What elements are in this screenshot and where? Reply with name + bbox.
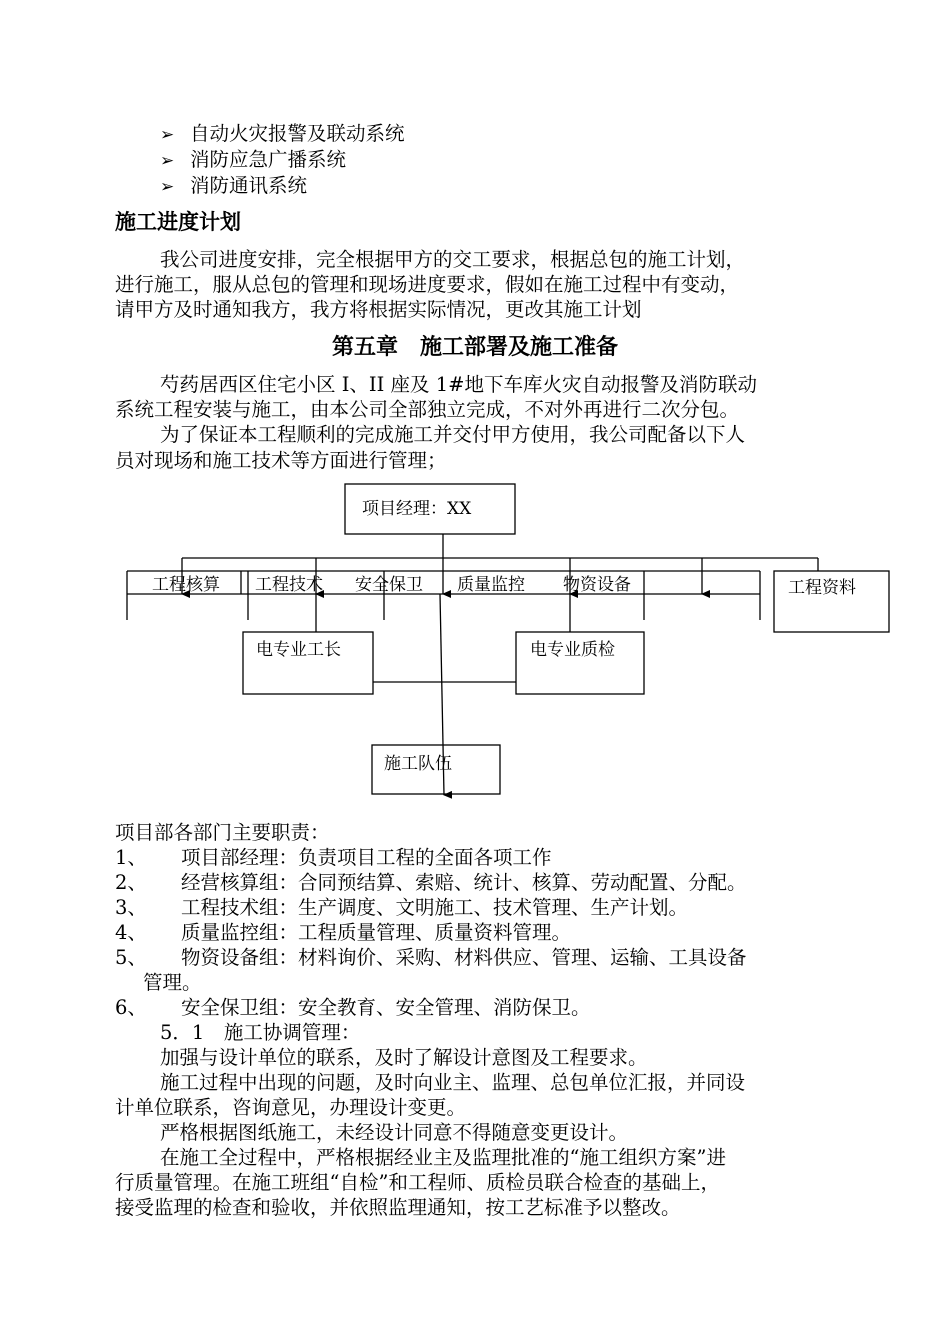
manager-label: 项目经理：XX bbox=[362, 499, 472, 519]
dept-label: 物资设备 bbox=[563, 575, 631, 595]
paragraph-line: 行质量管理。在施工班组“自检”和工程师、质检员联合检查的基础上， bbox=[115, 1171, 720, 1194]
list-item: 6、 安全保卫组：安全教育、安全管理、消防保卫。 bbox=[115, 996, 591, 1019]
paragraph-line: 严格根据图纸施工，未经设计同意不得随意变更设计。 bbox=[160, 1121, 629, 1144]
paragraph-line: 员对现场和施工技术等方面进行管理； bbox=[115, 449, 447, 472]
subsection-title: 5．1 施工协调管理： bbox=[160, 1021, 361, 1044]
foreman-label: 电专业工长 bbox=[256, 640, 341, 660]
section-title: 施工进度计划 bbox=[115, 210, 241, 234]
paragraph-line: 进行施工，服从总包的管理和现场进度要求，假如在施工过程中有变动， bbox=[115, 273, 740, 296]
list-item: 2、 经营核算组：合同预结算、索赔、统计、核算、劳动配置、分配。 bbox=[115, 871, 747, 894]
paragraph-line: 计单位联系，咨询意见，办理设计变更。 bbox=[115, 1096, 467, 1119]
paragraph-line: 在施工全过程中，严格根据经业主及监理批准的“施工组织方案”进 bbox=[160, 1146, 726, 1169]
paragraph-line: 加强与设计单位的联系，及时了解设计意图及工程要求。 bbox=[160, 1046, 648, 1069]
bullet-item: ➢ 消防应急广播系统 bbox=[160, 147, 346, 174]
list-item: 4、 质量监控组：工程质量管理、质量资料管理。 bbox=[115, 921, 572, 944]
paragraph-line: 芍药居西区住宅小区 I、II 座及 1#地下车库火灾自动报警及消防联动 bbox=[160, 373, 757, 396]
dept-label: 工程核算 bbox=[152, 575, 220, 595]
dept-label: 工程技术 bbox=[255, 575, 323, 595]
dept-label: 质量监控 bbox=[457, 575, 525, 595]
list-item-continuation: 管理。 bbox=[143, 971, 202, 994]
chapter-title: 第五章 施工部署及施工准备 bbox=[331, 335, 618, 360]
duties-title: 项目部各部门主要职责： bbox=[115, 821, 330, 844]
paragraph-line: 接受监理的检查和验收，并依照监理通知，按工艺标准予以整改。 bbox=[115, 1196, 681, 1219]
paragraph-line: 系统工程安装与施工，由本公司全部独立完成，不对外再进行二次分包。 bbox=[115, 398, 740, 421]
team-label: 施工队伍 bbox=[384, 754, 452, 774]
paragraph-line: 施工过程中出现的问题，及时向业主、监理、总包单位汇报，并同设 bbox=[160, 1071, 746, 1094]
dept-label: 工程资料 bbox=[788, 578, 856, 598]
bullet-item: ➢ 自动火灾报警及联动系统 bbox=[160, 121, 405, 148]
paragraph-line: 为了保证本工程顺利的完成施工并交付甲方使用，我公司配备以下人 bbox=[160, 423, 746, 446]
bullet-item: ➢ 消防通讯系统 bbox=[160, 173, 307, 200]
dept-label: 安全保卫 bbox=[355, 575, 423, 595]
arrow-bullet-icon: ➢ bbox=[160, 125, 175, 145]
org-chart bbox=[0, 470, 950, 810]
arrow-bullet-icon: ➢ bbox=[160, 177, 175, 197]
list-item: 5、 物资设备组：材料询价、采购、材料供应、管理、运输、工具设备 bbox=[115, 946, 747, 969]
paragraph-line: 请甲方及时通知我方，我方将根据实际情况，更改其施工计划 bbox=[115, 298, 642, 321]
arrow-bullet-icon: ➢ bbox=[160, 151, 175, 171]
paragraph-line: 我公司进度安排，完全根据甲方的交工要求，根据总包的施工计划， bbox=[160, 248, 746, 271]
list-item: 1、 项目部经理：负责项目工程的全面各项工作 bbox=[115, 846, 552, 869]
list-item: 3、 工程技术组：生产调度、文明施工、技术管理、生产计划。 bbox=[115, 896, 689, 919]
qc-label: 电专业质检 bbox=[530, 640, 615, 660]
